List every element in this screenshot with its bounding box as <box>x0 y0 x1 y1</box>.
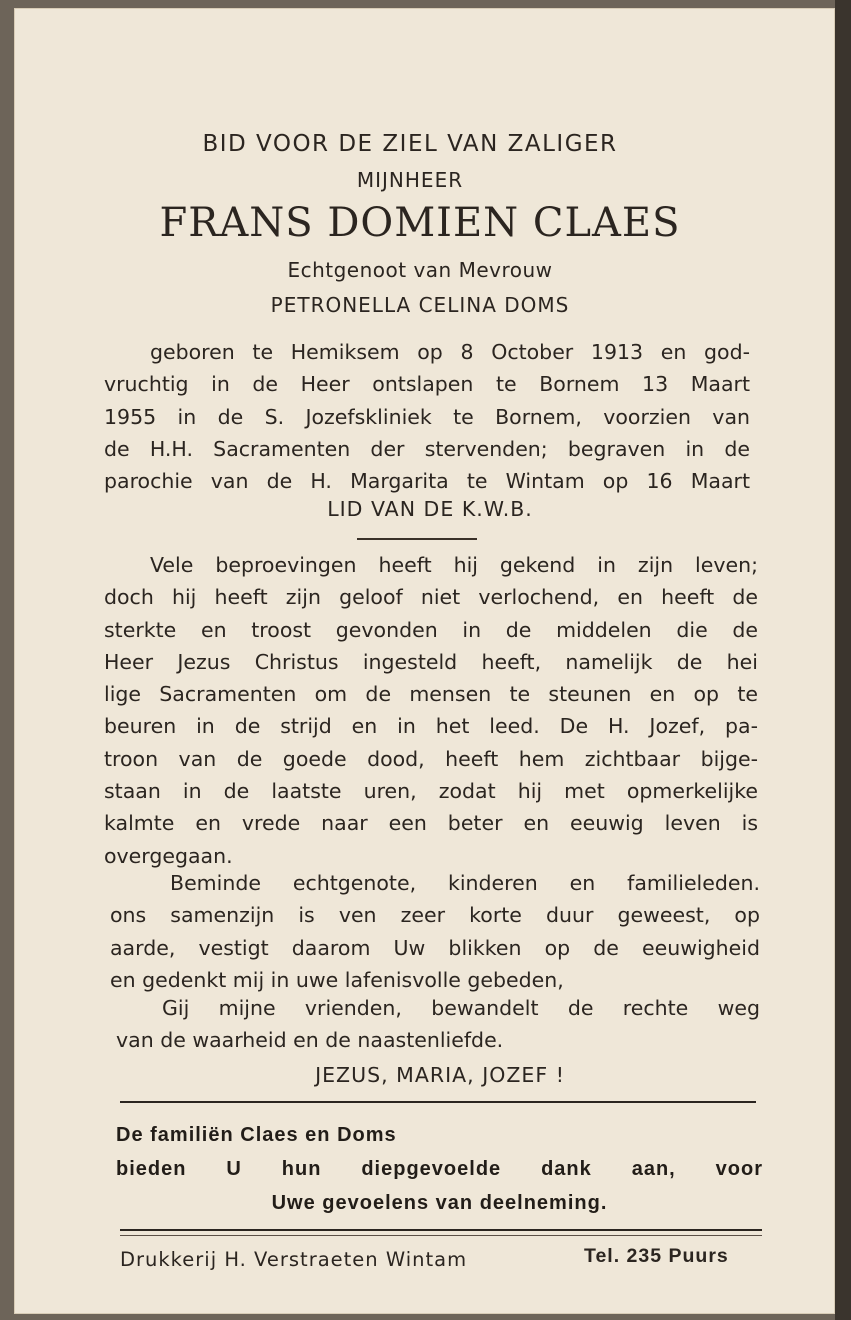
text-line: staan in de laatste uren, zodat hij met opmerkelijke <box>104 779 758 804</box>
friends-paragraph <box>116 992 760 1057</box>
text-line: sterkte en troost gevonden in de middelen die de <box>104 617 758 642</box>
text-line: geboren te Hemiksem op 8 October 1913 en god- <box>150 340 750 364</box>
honorific: MIJNHEER <box>356 168 464 192</box>
text-line: en gedenkt mij in uwe lafenisvolle gebeden, <box>110 967 564 992</box>
text-line: de H.H. Sacramenten der stervenden; begraven in de <box>104 436 750 461</box>
text-line: doch hij heeft zijn geloof niet verlochend, en heeft de <box>104 585 758 610</box>
text-line: ons samenzijn is ven zeer korte duur geweest, op <box>110 903 760 928</box>
text-line: troon van de goede dood, heeft hem zichtbaar bijge- <box>104 746 758 771</box>
biography-paragraph <box>104 336 750 497</box>
deceased-name: FRANS DOMIEN CLAES <box>159 200 681 246</box>
footer-divider <box>120 1229 762 1231</box>
invocation: JEZUS, MARIA, JOZEF ! <box>315 1063 565 1087</box>
footer-divider <box>120 1235 762 1236</box>
text-line: Gij mijne vrienden, bewandelt de rechte weg <box>162 996 760 1020</box>
text-line: lige Sacramenten om de mensen te steunen en op te <box>104 682 758 707</box>
text-line: overgegaan. <box>104 843 233 868</box>
text-line: van de waarheid en de naastenliefde. <box>116 1028 504 1053</box>
text-line: vruchtig in de Heer ontslapen te Bornem 13 Maart <box>104 372 750 397</box>
section-divider <box>120 1101 756 1103</box>
text-line: Vele beproevingen heeft hij gekend in zijn leven; <box>150 553 758 577</box>
text-line: Beminde echtgenote, kinderen en familieleden. <box>170 871 760 895</box>
section-divider <box>357 538 477 540</box>
spouse-name: PETRONELLA CELINA DOMS <box>270 293 570 317</box>
spouse-label: Echtgenoot van Mevrouw <box>287 258 553 282</box>
text-line: Heer Jezus Christus ingesteld heeft, namelijk de hei <box>104 649 758 674</box>
farewell-paragraph <box>110 867 760 996</box>
reflection-paragraph <box>104 549 758 872</box>
membership: LID VAN DE K.W.B. <box>327 497 533 521</box>
thanks-line: Uwe gevoelens van deelneming. <box>271 1192 608 1214</box>
text-line: beuren in de strijd en in het leed. De H. Jozef, pa- <box>104 714 758 739</box>
printer-phone: Tel. 235 Puurs <box>584 1245 729 1267</box>
thanks-line: De familiën Claes en Doms <box>116 1124 397 1146</box>
text-line: parochie van de H. Margarita te Wintam op 16 Maart <box>104 469 750 494</box>
printer-name: Drukkerij H. Verstraeten Wintam <box>120 1248 468 1271</box>
text-line: kalmte en vrede naar een beter en eeuwig leven is <box>104 811 758 836</box>
card-edge-shadow <box>835 0 851 1320</box>
text-line: aarde, vestigt daarom Uw blikken op de eeuwigheid <box>110 935 760 960</box>
text-line: 1955 in de S. Jozefskliniek te Bornem, voorzien van <box>104 404 750 429</box>
prayer-heading: BID VOOR DE ZIEL VAN ZALIGER <box>202 131 618 157</box>
thanks-line: bieden U hun diepgevoelde dank aan, voor <box>116 1158 763 1180</box>
